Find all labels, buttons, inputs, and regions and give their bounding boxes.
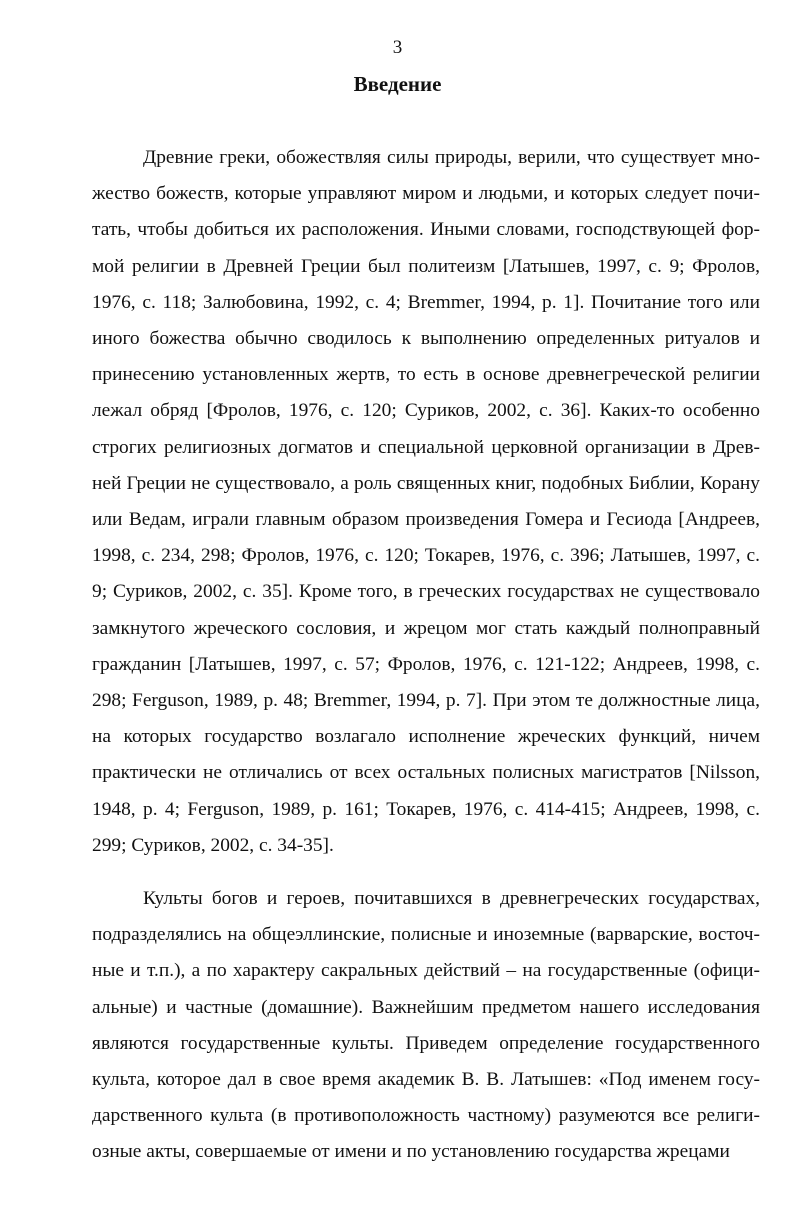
- paragraph: Культы богов и героев, почитавшихся в древнегреческих государствах, подразделялись на общеэллинские, полисные и иноземные (варварские, восточные и т.п.), а по характеру сакральных действий – на государственные (официальные) и частные (домашние). Важнейшим предметом нашего исследования являются государственные культы. Приведем определение государственного культа, которое дал в свое время академик В. В. Латышев: «Под именем государственного культа (в противоположность частному) разумеются все религиозные акты, совершаемые от имени и по установлению государства жрецами: [92, 888, 760, 1163]
- page-title: Введение: [353, 72, 442, 96]
- paragraph: Древние греки, обожествляя силы природы, верили, что существует множество божеств, которые управляют миром и людьми, и которых следует почитать, чтобы добиться их расположения. Иными словами, господствующей формой религии в Древней Греции был политеизм [Латышев, 1997, с. 9; Фролов, 1976, с. 118; Залюбовина, 1992, с. 4; Bremmer, 1994, p. 1]. Почитание того или иного божества обычно сводилось к выполнению определенных ритуалов и принесению установленных жертв, то есть в основе древнегреческой религии лежал обряд [Фролов, 1976, с. 120; Суриков, 2002, с. 36]. Каких-то особенно строгих религиозных догматов и специальной церковной организации в Древней Греции не существовало, а роль священных книг, подобных Библии, Корану или Ведам, играли главным образом произведения Гомера и Гесиода [Андреев, 1998, с. 234, 298; Фролов, 1976, с. 120; Токарев, 1976, с. 396; Латышев, 1997, с. 9; Суриков, 2002, с. 35]. Кроме того, в греческих государствах не существовало замкнутого жреческого сословия, и жрецом мог стать каждый полноправный гражданин [Латышев, 1997, с. 57; Фролов, 1976, с. 121-122; Андреев, 1998, с. 298; Ferguson, 1989, p. 48; Bremmer, 1994, p. 7]. При этом те должностные лица, на которых государство возлагало исполнение жреческих функций, ничем практически не отличались от всех остальных полисных магистратов [Nilsson, 1948, p. 4; Ferguson, 1989, p. 161; Токарев, 1976, с. 414-415; Андреев, 1998, с. 299; Суриков, 2002, с. 34-35].: [92, 147, 760, 856]
- page-number: 3: [392, 37, 403, 58]
- body-text: [92, 140, 760, 1171]
